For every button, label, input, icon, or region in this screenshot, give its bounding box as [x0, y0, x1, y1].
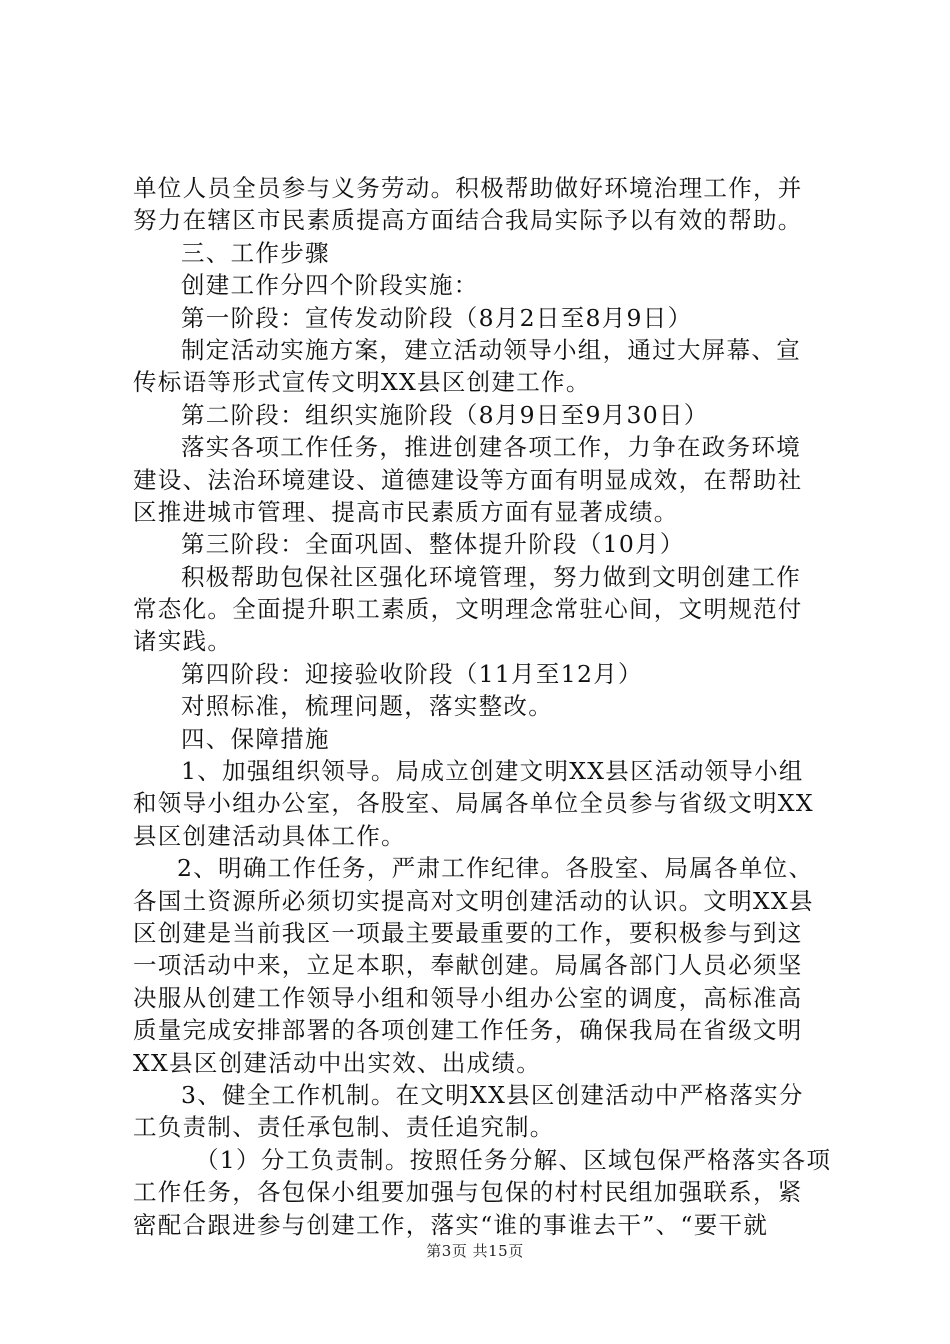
section-heading: 三、工作步骤: [181, 238, 330, 267]
text-line: 和领导小组办公室，各股室、局属各单位全员参与省级文明XX: [133, 789, 814, 818]
text-line: 区创建是当前我区一项最主要最重要的工作，要积极参与到这: [133, 918, 803, 947]
document-body: [133, 172, 833, 1241]
text-line: 工作任务，各包保小组要加强与包保的村村民组加强联系，紧: [133, 1178, 803, 1207]
stage-heading: 第三阶段：全面巩固、整体提升阶段（10月）: [181, 530, 685, 559]
section-heading: 四、保障措施: [181, 724, 330, 753]
text-line: 努力在辖区市民素质提高方面结合我局实际予以有效的帮助。: [133, 206, 803, 235]
text-line: 3、健全工作机制。在文明XX县区创建活动中严格落实分: [181, 1080, 804, 1109]
text-line: 工负责制、责任承包制、责任追究制。: [133, 1113, 555, 1142]
stage-heading: 第四阶段：迎接验收阶段（11月至12月）: [181, 659, 643, 688]
text-line: 落实各项工作任务，推进创建各项工作，力争在政务环境: [181, 433, 801, 462]
text-line: 一项活动中来，立足本职，奉献创建。局属各部门人员必须坚: [133, 951, 803, 980]
text-line: 积极帮助包保社区强化环境管理，努力做到文明创建工作: [181, 562, 801, 591]
stage-heading: 第二阶段：组织实施阶段（8月9日至9月30日）: [181, 400, 709, 429]
text-line: 各国土资源所必须切实提高对文明创建活动的认识。文明XX县: [133, 886, 814, 915]
text-line: 2、明确工作任务，严肃工作纪律。各股室、局属各单位、: [177, 854, 814, 883]
text-line: 创建工作分四个阶段实施：: [181, 271, 479, 300]
text-line: 对照标准，梳理问题，落实整改。: [181, 692, 553, 721]
text-line: 区推进城市管理、提高市民素质方面有显著成绩。: [133, 497, 679, 526]
text-line: 质量完成安排部署的各项创建工作任务，确保我局在省级文明: [133, 1016, 803, 1045]
text-line: （1）分工负责制。按照任务分解、区域包保严格落实各项: [195, 1145, 832, 1174]
text-line: 决服从创建工作领导小组和领导小组办公室的调度，高标准高: [133, 983, 803, 1012]
text-line: 1、加强组织领导。局成立创建文明XX县区活动领导小组: [181, 757, 804, 786]
text-line: 单位人员全员参与义务劳动。积极帮助做好环境治理工作，并: [133, 174, 803, 202]
text-line: 制定活动实施方案，建立活动领导小组，通过大屏幕、宣: [181, 335, 801, 364]
text-line: XX县区创建活动中出实效、出成绩。: [133, 1048, 542, 1077]
page-number-footer: 第3页 共15页: [426, 1242, 524, 1260]
text-line: 建设、法治环境建设、道德建设等方面有明显成效，在帮助社: [133, 465, 803, 494]
text-line: 密配合跟进参与创建工作，落实“谁的事谁去干”、“要干就: [133, 1210, 769, 1239]
stage-heading: 第一阶段：宣传发动阶段（8月2日至8月9日）: [181, 303, 693, 332]
text-line: 县区创建活动具体工作。: [133, 821, 406, 850]
text-line: 常态化。全面提升职工素质，文明理念常驻心间，文明规范付: [133, 595, 803, 624]
text-line: 传标语等形式宣传文明XX县区创建工作。: [133, 368, 591, 397]
text-line: 诸实践。: [133, 627, 233, 656]
